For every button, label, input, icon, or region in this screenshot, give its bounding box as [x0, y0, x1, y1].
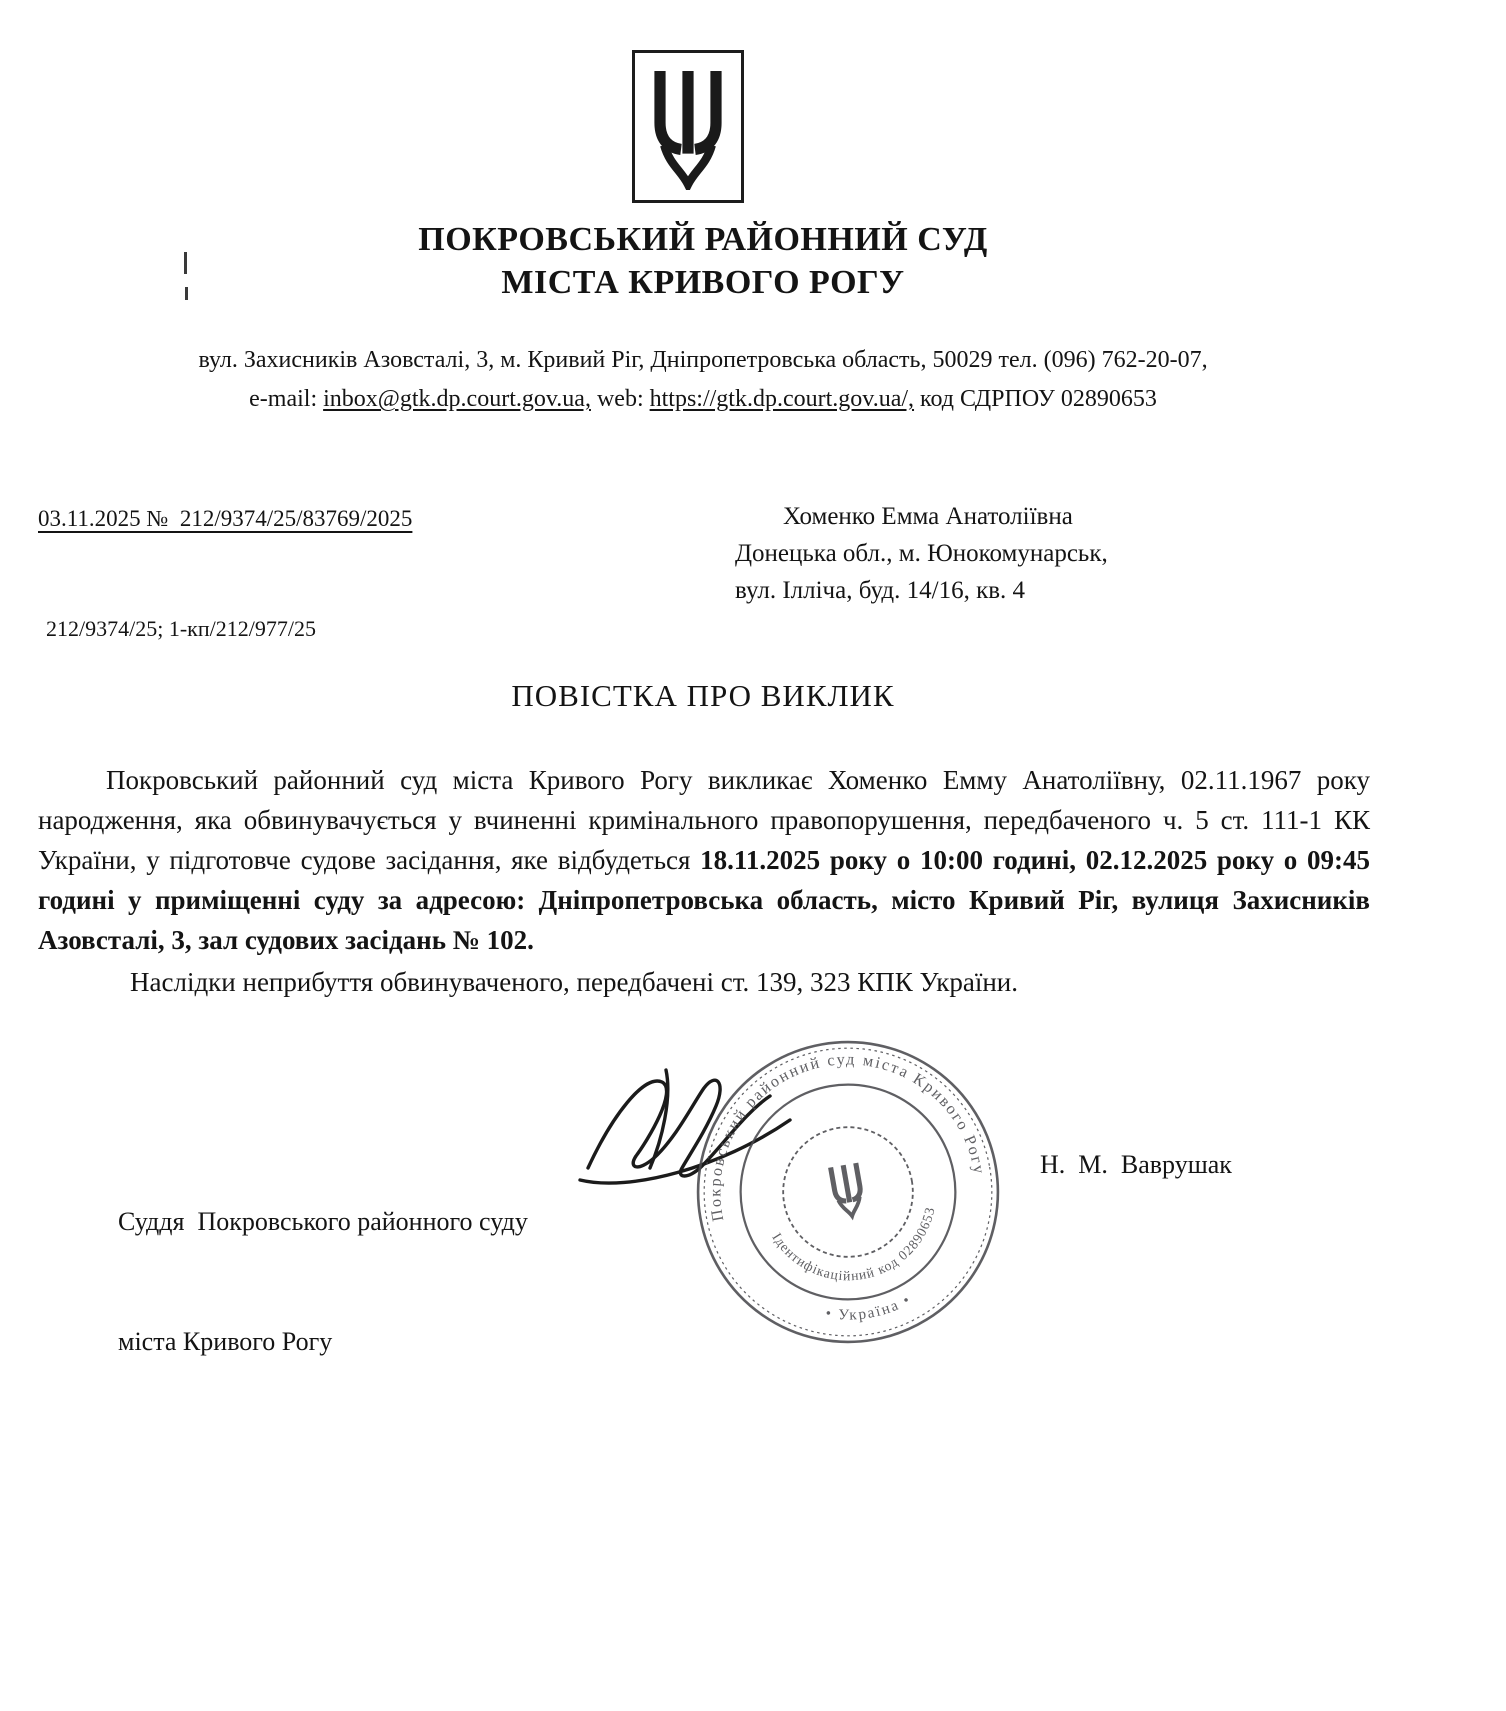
judge-title-line2: міста Кривого Рогу — [118, 1327, 333, 1356]
judge-name: Н. М. Ваврушак — [1040, 1150, 1232, 1179]
edrpou-code: код СДРПОУ 02890653 — [914, 386, 1157, 412]
recipient-name: Хоменко Емма Анатоліївна — [783, 503, 1073, 530]
case-numbers: 212/9374/25; 1-кп/212/977/25 — [46, 616, 316, 641]
document-title: ПОВІСТКА ПРО ВИКЛИК — [511, 678, 895, 713]
court-name-line1: ПОКРОВСЬКИЙ РАЙОННИЙ СУД — [418, 221, 988, 258]
summons-paragraph — [38, 760, 1370, 960]
outgoing-reference-number: 03.11.2025 № 212/9374/25/83769/2025 — [38, 506, 413, 531]
seal-country-text: • Україна • — [824, 1290, 915, 1324]
recipient-address-line2: вул. Ілліча, буд. 14/16, кв. 4 — [735, 577, 1026, 604]
summons-text-normal: Покровський районний суд міста Кривого Рогу викликає Хоменко Емму Анатоліївну, 02.11.1967 року народження, яка обвинувачується у вчиненні кримінального правопорушення, передбаченого ч. 5 ст. 111-1 КК України, у підготовче судове засідання, яке відбудеться — [38, 765, 1370, 875]
seal-code-text: Ідентифікаційний код 02890653 — [769, 1205, 938, 1284]
court-contact-line — [38, 380, 1368, 419]
seal-trident-icon — [831, 1163, 865, 1218]
court-name-line2: МІСТА КРИВОГО РОГУ — [501, 264, 905, 301]
email-value: inbox@gtk.dp.court.gov.ua, — [323, 386, 591, 412]
consequences-line: Наслідки неприбуття обвинуваченого, передбачені ст. 139, 323 КПК України. — [130, 967, 1019, 997]
court-seal — [690, 1034, 1006, 1350]
recipient-block — [735, 498, 1108, 609]
email-label: e-mail: — [249, 386, 324, 412]
web-value: https://gtk.dp.court.gov.ua/, — [649, 386, 915, 412]
recipient-address-line1: Донецька обл., м. Юнокомунарськ, — [735, 540, 1108, 567]
judge-title-line1: Суддя Покровського районного суду — [118, 1207, 528, 1236]
court-name — [38, 218, 1368, 304]
ukraine-trident-emblem — [632, 50, 744, 203]
court-address-line: вул. Захисників Азовсталі, 3, м. Кривий Ріг, Дніпропетровська область, 50029 тел. (096) 762-20-07, — [198, 347, 1208, 373]
court-address-block — [38, 341, 1368, 419]
summons-text-bold: 18.11.2025 року о 10:00 годині, 02.12.2025 року о 09:45 годині у приміщенні суду за адресою: Дніпропетровська область, місто Кривий Ріг, вулиця Захисників Азовсталі, 3, зал судових засідань № 102. — [38, 845, 1370, 955]
trident-icon — [646, 64, 730, 190]
judge-title-block — [118, 1122, 528, 1442]
seal-outer-text: Покровський районний суд міста Кривого Рогу — [706, 1050, 989, 1223]
summons-body — [38, 760, 1370, 1002]
web-label: web: — [590, 386, 650, 412]
